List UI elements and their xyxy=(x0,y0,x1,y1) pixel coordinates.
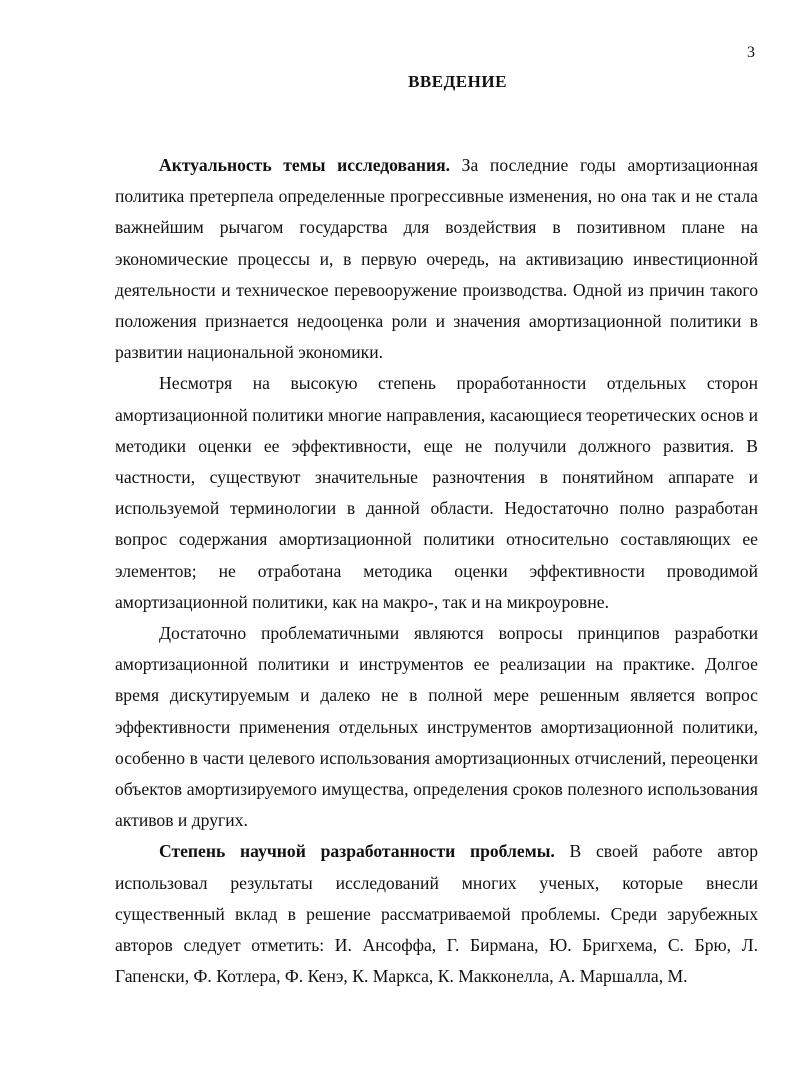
paragraph-text-degree: В своей работе автор использовал результаты исследований многих ученых, которые внесли существенный вклад в решение рассматриваемой проблемы. Среди зарубежных авторов следует отметить: И. Ансоффа, Г. Бирмана, Ю. Бригхема, С. Брю, Л. Гапенски, Ф. Котлера, Ф. Кенэ, К. Маркса, К. Макконелла, А. Маршалла, М. xyxy=(115,841,758,987)
document-body xyxy=(115,150,758,992)
paragraph-elaboration xyxy=(115,368,758,618)
paragraph-problems xyxy=(115,618,758,836)
page-title: ВВЕДЕНИЕ xyxy=(408,72,507,91)
paragraph-text-elaboration: Несмотря на высокую степень проработанности отдельных сторон амортизационной политики многие направления, касающиеся теоретических основ и методики оценки ее эффективности, еще не получили должного развития. В частности, существуют значительные разночтения в понятийном аппарате и используемой терминологии в данной области. Недостаточно полно разработан вопрос содержания амортизационной политики относительно составляющих ее элементов; не отработана методика оценки эффективности проводимой амортизационной политики, как на макро-, так и на микроуровне. xyxy=(115,373,758,612)
paragraph-relevance xyxy=(115,150,758,368)
page-number: 3 xyxy=(747,44,755,61)
paragraph-lead-degree: Степень научной разработанности проблемы. xyxy=(159,841,555,862)
paragraph-lead-relevance: Актуальность темы исследования. xyxy=(159,155,451,175)
paragraph-text-problems: Достаточно проблематичными являются вопросы принципов разработки амортизационной политики и инструментов ее реализации на практике. Долгое время дискутируемым и далеко не в полной мере решенным является вопрос эффективности применения отдельных инструментов амортизационной политики, особенно в части целевого использования амортизационных отчислений, переоценки объектов амортизируемого имущества, определения сроков полезного использования активов и других. xyxy=(115,623,758,831)
paragraph-degree xyxy=(115,836,758,992)
paragraph-text-relevance: За последние годы амортизационная политика претерпела определенные прогрессивные изменения, но она так и не стала важнейшим рычагом государства для воздействия в позитивном плане на экономические процессы и, в первую очередь, на активизацию инвестиционной деятельности и техническое перевооружение производства. Одной из причин такого положения признается недооценка роли и значения амортизационной политики в развитии национальной экономики. xyxy=(115,155,758,363)
